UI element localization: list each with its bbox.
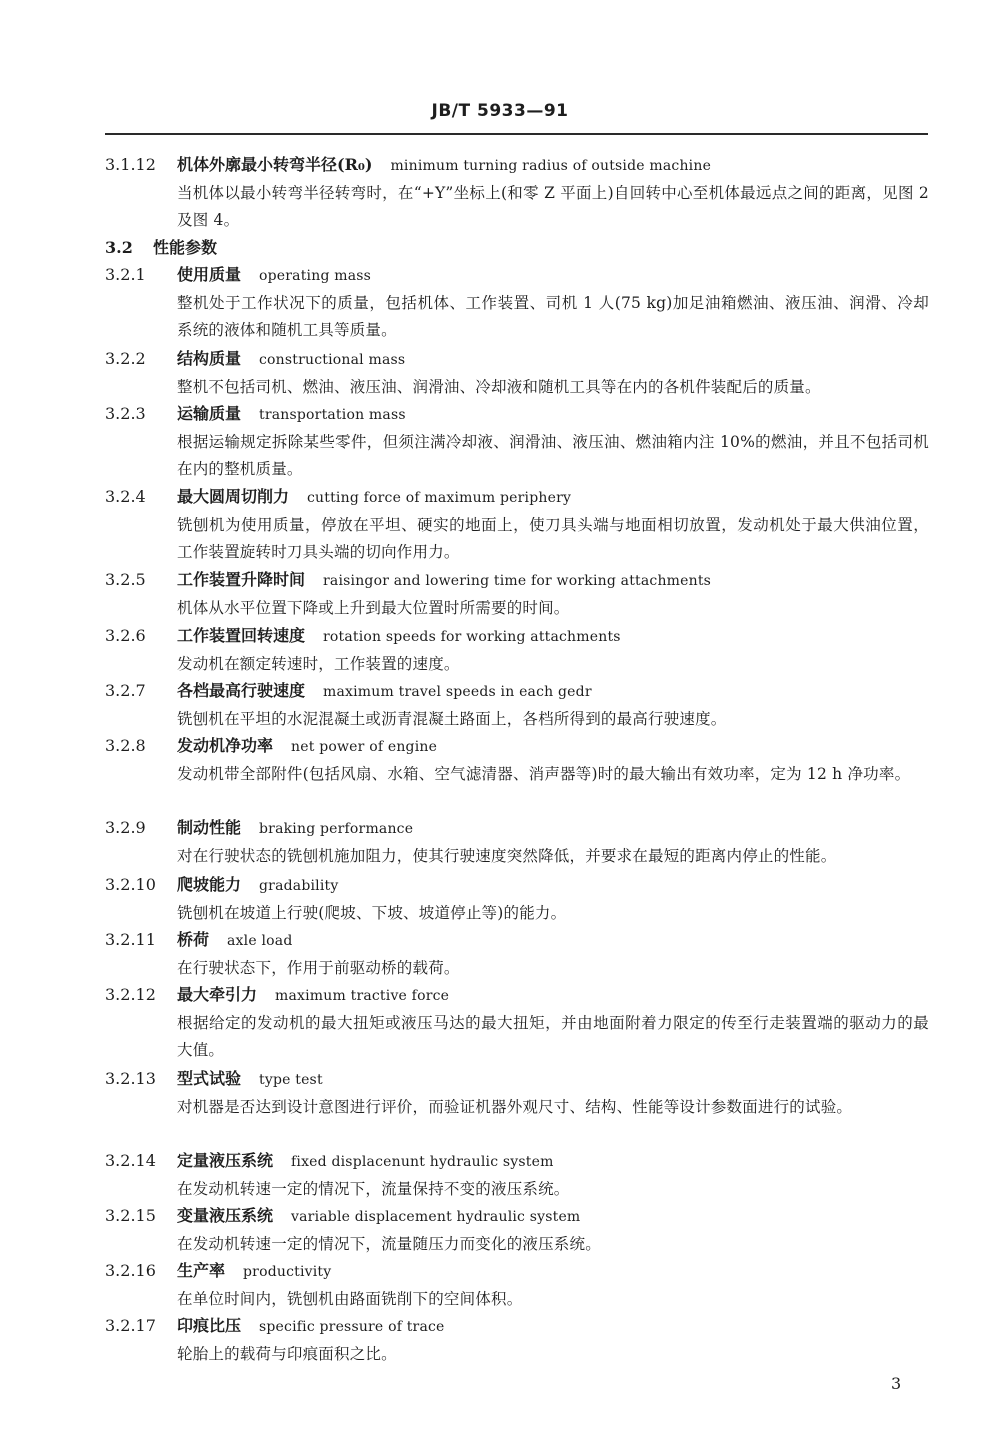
term-number: 3.2.2: [105, 349, 146, 368]
definition-3-1-12: 当机体以最小转弯半径转弯时，在“+Y”坐标上(和零 Z 平面上)自回转中心至机体最远点之间的距离，见图 2 及图 4。: [177, 184, 929, 229]
term-english: operating mass: [259, 268, 372, 284]
term-chinese: 发动机净功率: [177, 736, 274, 755]
term-number: 3.2.17: [105, 1316, 156, 1335]
header-rule: [105, 133, 928, 135]
term-number: 3.2.13: [105, 1069, 156, 1088]
definition-3-2-9: 对在行驶状态的铣刨机施加阻力，使其行驶速度突然降低，并要求在最短的距离内停止的性能。: [177, 847, 837, 865]
definition-3-2-10: 铣刨机在坡道上行驶(爬坡、下坡、坡道停止等)的能力。: [177, 904, 567, 922]
term-number: 3.2.8: [105, 736, 146, 755]
term-number: 3.2.9: [105, 818, 146, 837]
term-chinese: 机体外廓最小转弯半径(R₀): [177, 155, 373, 174]
term-chinese: 制动性能: [177, 818, 242, 837]
term-number: 3.1.12: [105, 155, 156, 174]
term-number: 3.2.12: [105, 985, 156, 1004]
section-heading-3-2: [105, 236, 217, 260]
term-3-2-11: [105, 928, 293, 953]
term-3-2-4: [105, 485, 571, 510]
definition-3-2-1: 整机处于工作状况下的质量，包括机体、工作装置、司机 1 人(75 kg)加足油箱燃油、液压油、润滑、冷却系统的液体和随机工具等质量。: [177, 294, 929, 339]
definition-3-2-2: 整机不包括司机、燃油、液压油、润滑油、冷却液和随机工具等在内的各机件装配后的质量。: [177, 378, 821, 396]
term-3-2-10: [105, 873, 338, 898]
term-english: productivity: [243, 1264, 332, 1280]
term-chinese: 结构质量: [177, 349, 242, 368]
term-3-2-13: [105, 1067, 323, 1092]
term-chinese: 桥荷: [177, 930, 210, 949]
definition-3-2-17: 轮胎上的载荷与印痕面积之比。: [177, 1345, 397, 1363]
term-number: 3.2.7: [105, 681, 146, 700]
term-english: fixed displacenunt hydraulic system: [291, 1154, 554, 1170]
term-chinese: 工作装置回转速度: [177, 626, 306, 645]
term-number: 3.2.5: [105, 570, 146, 589]
term-number: 3.2.1: [105, 265, 146, 284]
term-3-2-2: [105, 347, 405, 372]
definition-3-2-13: 对机器是否达到设计意图进行评价，而验证机器外观尺寸、结构、性能等设计参数面进行的试验。: [177, 1098, 853, 1116]
section-number: 3.2: [105, 238, 133, 257]
term-chinese: 各档最高行驶速度: [177, 681, 306, 700]
term-3-2-17: [105, 1314, 445, 1339]
term-3-2-3: [105, 402, 406, 427]
definition-3-2-4: 铣刨机为使用质量，停放在平坦、硬实的地面上，使刀具头端与地面相切放置，发动机处于最大供油位置，工作装置旋转时刀具头端的切向作用力。: [177, 516, 929, 561]
term-chinese: 使用质量: [177, 265, 242, 284]
definition-3-2-6: 发动机在额定转速时，工作装置的速度。: [177, 655, 460, 673]
definition-3-2-5: 机体从水平位置下降或上升到最大位置时所需要的时间。: [177, 599, 570, 617]
term-number: 3.2.16: [105, 1261, 156, 1280]
term-english: type test: [259, 1072, 323, 1088]
term-english: maximum tractive force: [275, 988, 450, 1004]
term-english: rotation speeds for working attachments: [323, 629, 621, 645]
definition-3-2-3: 根据运输规定拆除某些零件，但须注满冷却液、润滑油、液压油、燃油箱内注 10%的燃油，并且不包括司机在内的整机质量。: [177, 433, 929, 478]
term-chinese: 最大牵引力: [177, 985, 258, 1004]
term-number: 3.2.15: [105, 1206, 156, 1225]
term-number: 3.2.6: [105, 626, 146, 645]
definition-3-2-11: 在行驶状态下，作用于前驱动桥的载荷。: [177, 959, 460, 977]
term-3-2-12: [105, 983, 449, 1008]
term-number: 3.2.10: [105, 875, 156, 894]
definition-3-2-7: 铣刨机在平坦的水泥混凝土或沥青混凝土路面上，各档所得到的最高行驶速度。: [177, 710, 727, 728]
definition-3-2-8: 发动机带全部附件(包括风扇、水箱、空气滤清器、消声器等)时的最大输出有效功率，定为 12 h 净功率。: [177, 765, 911, 783]
term-english: gradability: [259, 878, 339, 894]
term-english: variable displacement hydraulic system: [291, 1209, 581, 1225]
term-3-2-7: [105, 679, 592, 704]
term-chinese: 生产率: [177, 1261, 226, 1280]
term-english: maximum travel speeds in each gedr: [323, 684, 592, 700]
term-chinese: 定量液压系统: [177, 1151, 274, 1170]
definition-3-2-14: 在发动机转速一定的情况下，流量保持不变的液压系统。: [177, 1180, 570, 1198]
term-chinese: 印痕比压: [177, 1316, 242, 1335]
page-number: 3: [891, 1374, 902, 1393]
section-title: 性能参数: [153, 238, 218, 257]
term-chinese: 工作装置升降时间: [177, 570, 306, 589]
term-english: braking performance: [259, 821, 414, 837]
term-3-2-6: [105, 624, 621, 649]
term-english: cutting force of maximum periphery: [307, 490, 572, 506]
definition-3-2-16: 在单位时间内，铣刨机由路面铣削下的空间体积。: [177, 1290, 523, 1308]
term-english: transportation mass: [259, 407, 406, 423]
standard-code-header: JB/T 5933—91: [431, 101, 569, 121]
definition-3-2-12: 根据给定的发动机的最大扭矩或液压马达的最大扭矩，并由地面附着力限定的传至行走装置端的驱动力的最大值。: [177, 1014, 929, 1059]
term-number: 3.2.4: [105, 487, 146, 506]
term-3-2-5: [105, 568, 711, 593]
definition-3-2-15: 在发动机转速一定的情况下，流量随压力而变化的液压系统。: [177, 1235, 601, 1253]
term-3-1-12: [105, 153, 711, 178]
term-chinese: 爬坡能力: [177, 875, 242, 894]
term-chinese: 最大圆周切削力: [177, 487, 290, 506]
term-english: axle load: [227, 933, 293, 949]
term-english: net power of engine: [291, 739, 438, 755]
term-number: 3.2.14: [105, 1151, 156, 1170]
term-english: minimum turning radius of outside machine: [390, 158, 712, 174]
term-english: constructional mass: [259, 352, 406, 368]
term-chinese: 型式试验: [177, 1069, 242, 1088]
term-chinese: 运输质量: [177, 404, 242, 423]
term-3-2-15: [105, 1204, 580, 1229]
term-3-2-1: [105, 263, 371, 288]
term-number: 3.2.3: [105, 404, 146, 423]
term-number: 3.2.11: [105, 930, 156, 949]
term-english: specific pressure of trace: [259, 1319, 445, 1335]
term-3-2-9: [105, 816, 413, 841]
term-chinese: 变量液压系统: [177, 1206, 274, 1225]
term-english: raisingor and lowering time for working attachments: [323, 573, 712, 589]
term-3-2-14: [105, 1149, 554, 1174]
term-3-2-16: [105, 1259, 331, 1284]
term-3-2-8: [105, 734, 437, 759]
